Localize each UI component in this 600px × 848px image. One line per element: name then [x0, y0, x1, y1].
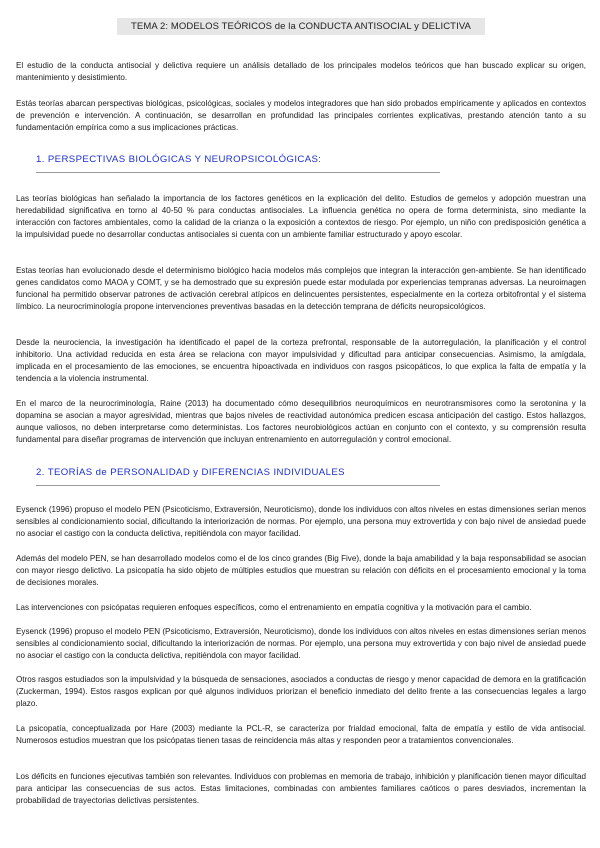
body-paragraph: Eysenck (1996) propuso el modelo PEN (Psicoticismo, Extraversión, Neuroticismo), donde los individuos con altos niveles en estas dimensiones serían menos sensibles al condicionamiento social, dificultando la interiorización de normas. Por ejemplo, una persona muy extrovertida y con bajo nivel de ansiedad puede no asociar el castigo con la conducta delictiva, repitiéndola con mayor facilidad.	[16, 505, 586, 538]
body-paragraph: La psicopatía, conceptualizada por Hare (2003) mediante la PCL-R, se caracteriza por frialdad emocional, falta de empatía y estilo de vida antisocial. Numerosos estudios muestran que los psicópatas tienen tasas de reincidencia más altas y responden peor a tratamientos convencionales.	[16, 724, 586, 745]
section-divider	[36, 172, 440, 173]
body-paragraph: Además del modelo PEN, se han desarrollado modelos como el de los cinco grandes (Big Five), donde la baja amabilidad y la baja responsabilidad se asocian con mayor riesgo delictivo. La psicopatía ha sido objeto de múltiples estudios que muestran su relación con déficits en el procesamiento emocional y la toma de decisiones morales.	[16, 554, 586, 587]
section-divider	[36, 485, 440, 486]
body-paragraph: Otros rasgos estudiados son la impulsividad y la búsqueda de sensaciones, asociados a conductas de riesgo y menor capacidad de demora en la gratificación (Zuckerman, 1994). Estos rasgos explican por qué algunos individuos priorizan el beneficio inmediato del delito frente a las consecuencias legales a largo plazo.	[16, 675, 586, 708]
body-paragraph: En el marco de la neurocriminología, Raine (2013) ha documentado cómo desequilibrios neuroquímicos en neurotransmisores como la serotonina y la dopamina se asocian a mayor agresividad, mientras que bajos niveles de reactividad autonómica predicen escasa anticipación del castigo. Estos hallazgos, aunque valiosos, no deben interpretarse como deterministas. Los factores neurobiológicos actúan en conjunto con el contexto, y su comprensión resulta fundamental para diseñar programas de intervención que incluyan entrenamiento en autorregulación y control emocional.	[16, 399, 586, 444]
body-paragraph: Desde la neurociencia, la investigación ha identificado el papel de la corteza prefrontal, responsable de la autorregulación, la planificación y el control inhibitorio. Una actividad reducida en esta área se relaciona con mayor impulsividad y dificultad para anticipar consecuencias. Asimismo, la amígdala, implicada en el procesamiento de las emociones, se encuentra hipoactivada en individuos con rasgos psicopáticos, lo que explica la falta de empatía y la tendencia a la violencia instrumental.	[16, 338, 586, 383]
body-paragraph: Estas teorías han evolucionado desde el determinismo biológico hacia modelos más complejos que integran la interacción gen-ambiente. Se han identificado genes candidatos como MAOA y COMT, y se ha demostrado que su expresión puede estar modulada por experiencias tempranas adversas. La neuroimagen funcional ha permitido observar patrones de activación cerebral atípicos en delincuentes persistentes, especialmente en la corteza orbitofrontal y el sistema límbico. La neurocriminología propone intervenciones preventivas basadas en la detección temprana de déficits neuropsicológicos.	[16, 266, 586, 311]
section-heading-biological: 1. PERSPECTIVAS BIOLÓGICAS Y NEUROPSICOLÓGICAS:	[36, 154, 322, 165]
intro-paragraph: Estás teorías abarcan perspectivas biológicas, psicológicas, sociales y modelos integradores que han sido probados empíricamente y aplicados en contextos de prevención e intervención. A continuación, se desarrollan en profundidad las principales corrientes explicativas, prestando atención tanto a su fundamentación empírica como a sus implicaciones prácticas.	[16, 99, 586, 132]
document-title: TEMA 2: MODELOS TEÓRICOS de la CONDUCTA ANTISOCIAL y DELICTIVA	[117, 18, 485, 35]
intro-paragraph: El estudio de la conducta antisocial y delictiva requiere un análisis detallado de los principales modelos teóricos que han buscado explicar su origen, mantenimiento y desistimiento.	[16, 61, 586, 82]
body-paragraph: Los déficits en funciones ejecutivas también son relevantes. Individuos con problemas en memoria de trabajo, inhibición y planificación tienen mayor dificultad para anticipar las consecuencias de sus actos. Estas limitaciones, combinadas con ambientes familiares caóticos o pares desviados, incrementan la probabilidad de trayectorias delictivas persistentes.	[16, 772, 586, 805]
body-paragraph: Las teorías biológicas han señalado la importancia de los factores genéticos en la explicación del delito. Estudios de gemelos y adopción muestran una heredabilidad significativa en torno al 40-50 % para conductas antisociales. La influencia genética no opera de forma determinista, sino mediante la interacción con factores ambientales, como la calidad de la crianza o la exposición a contextos de riesgo. Por ejemplo, un niño con predisposición genética a la impulsividad puede no desarrollar conductas antisociales si cuenta con un ambiente familiar estructurado y apoyo escolar.	[16, 194, 586, 239]
section-heading-personality: 2. TEORÍAS de PERSONALIDAD y DIFERENCIAS INDIVIDUALES	[36, 467, 345, 478]
body-paragraph: Eysenck (1996) propuso el modelo PEN (Psicoticismo, Extraversión, Neuroticismo), donde los individuos con altos niveles en estas dimensiones serían menos sensibles al condicionamiento social, dificultando la interiorización de normas. Por ejemplo, una persona muy extrovertida y con bajo nivel de ansiedad puede no asociar el castigo con la conducta delictiva, repitiéndola con mayor facilidad.	[16, 627, 586, 660]
body-paragraph: Las intervenciones con psicópatas requieren enfoques específicos, como el entrenamiento en empatía cognitiva y la motivación para el cambio.	[16, 603, 532, 612]
